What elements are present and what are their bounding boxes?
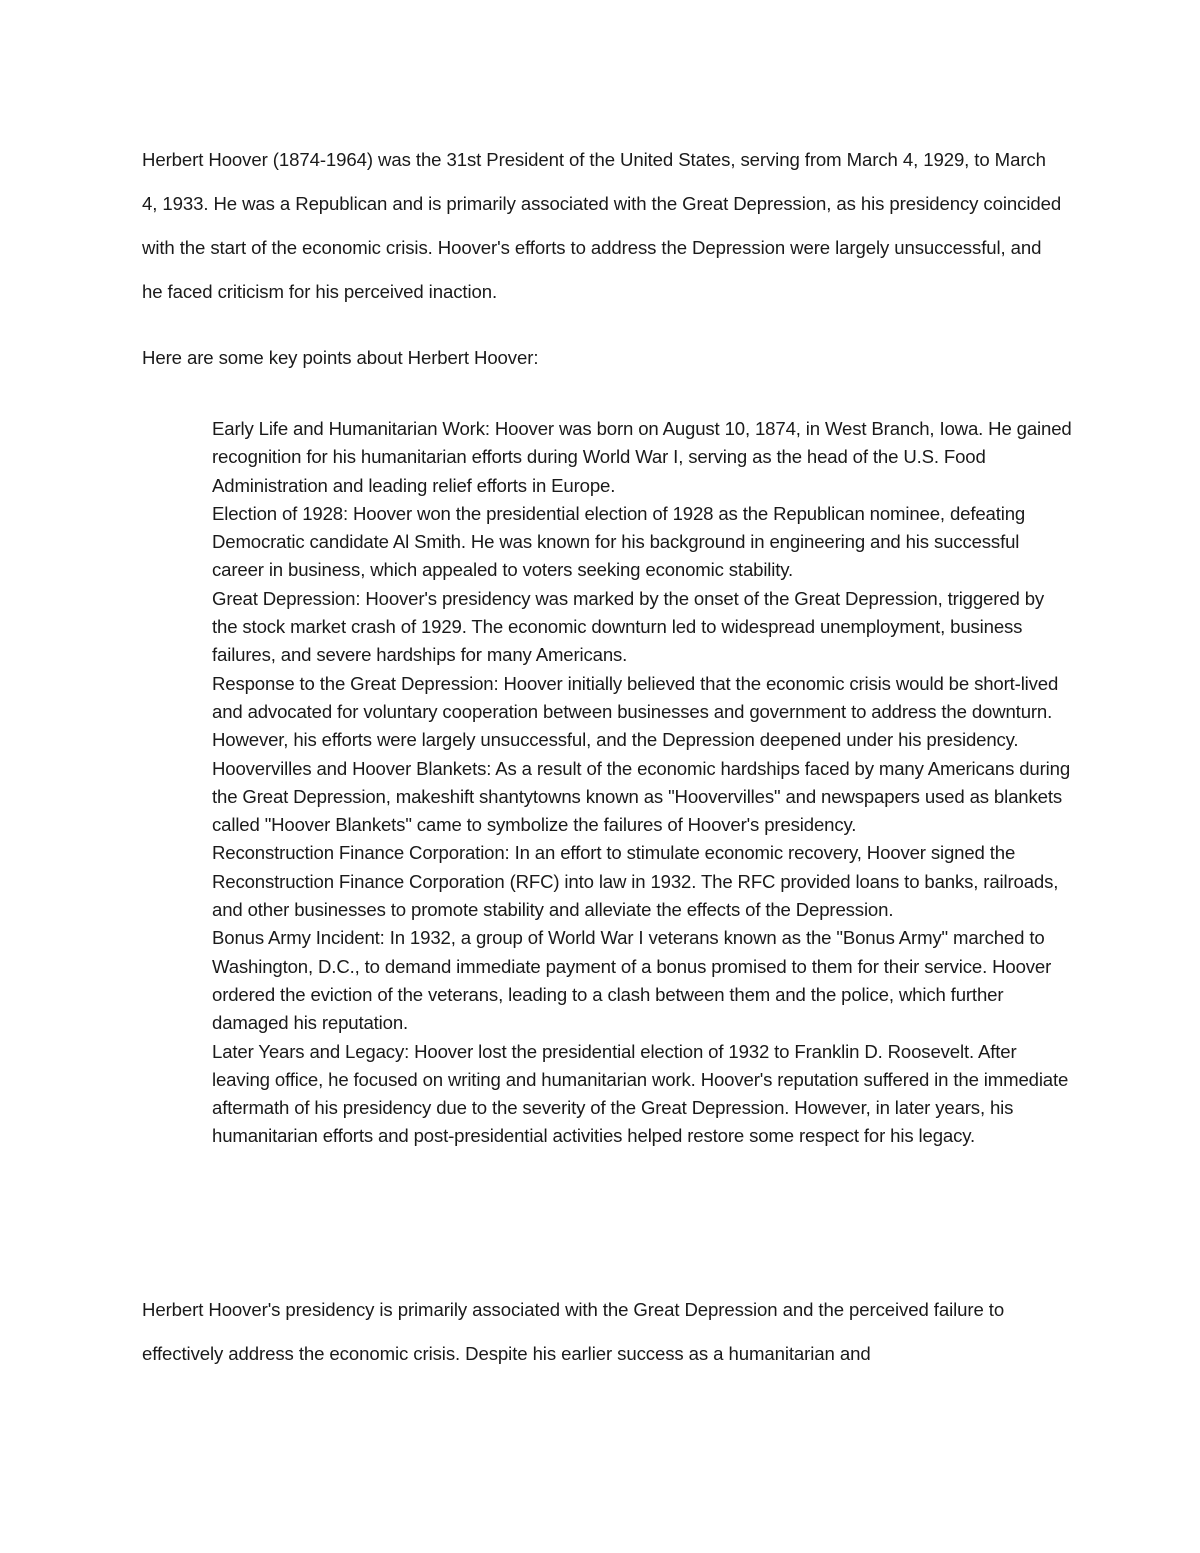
- point-great-depression: Great Depression: Hoover's presidency was marked by the onset of the Great Depression, triggered by the stock market crash of 1929. The economic downturn led to widespread unemployment, business failures, and severe hardships for many Americans.: [212, 587, 1045, 666]
- point-rfc: Reconstruction Finance Corporation: In an effort to stimulate economic recovery, Hoover signed the Reconstruction Finance Corporation (RFC) into law in 1932. The RFC provided loans to banks, railroads, and other businesses to promote stability and alleviate the effects of the Depression.: [212, 842, 1059, 921]
- key-points-list: [212, 415, 1072, 1151]
- point-early-life: Early Life and Humanitarian Work: Hoover was born on August 10, 1874, in West Branch, Iowa. He gained recognition for his humanitarian efforts during World War I, serving as the head of the U.S. Food Administration and leading relief efforts in Europe.: [212, 418, 1072, 496]
- point-response: Response to the Great Depression: Hoover initially believed that the economic crisis would be short-lived and advocated for voluntary cooperation between businesses and government to address the downturn. However, his efforts were largely unsuccessful, and the Depression deepened under his presidency.: [212, 672, 1059, 751]
- point-election-1928: Election of 1928: Hoover won the presidential election of 1928 as the Republican nominee, defeating Democratic candidate Al Smith. He was known for his background in engineering and his successful career in business, which appealed to voters seeking economic stability.: [212, 502, 1026, 581]
- closing-paragraph: Herbert Hoover's presidency is primarily associated with the Great Depression and the perceived failure to effectively address the economic crisis. Despite his earlier success as a humanitarian and: [142, 1299, 1005, 1364]
- point-bonus-army: Bonus Army Incident: In 1932, a group of World War I veterans known as the "Bonus Army" marched to Washington, D.C., to demand immediate payment of a bonus promised to them for their service. Hoover ordered the eviction of the veterans, leading to a clash between them and the police, which further damaged his reputation.: [212, 927, 1052, 1034]
- point-hoovervilles: Hoovervilles and Hoover Blankets: As a result of the economic hardships faced by many Americans during the Great Depression, makeshift shantytowns known as "Hoovervilles" and newspapers used as blankets called "Hoover Blankets" came to symbolize the failures of Hoover's presidency.: [212, 757, 1071, 836]
- key-points-lead: Here are some key points about Herbert Hoover:: [142, 347, 539, 368]
- intro-paragraph: Herbert Hoover (1874-1964) was the 31st President of the United States, serving from March 4, 1929, to March 4, 1933. He was a Republican and is primarily associated with the Great Depression, as his presidency coincided with the start of the economic crisis. Hoover's efforts to address the Depression were largely unsuccessful, and he faced criticism for his perceived inaction.: [142, 149, 1062, 302]
- point-later-years: Later Years and Legacy: Hoover lost the presidential election of 1932 to Franklin D. Roosevelt. After leaving office, he focused on writing and humanitarian work. Hoover's reputation suffered in the immediate aftermath of his presidency due to the severity of the Great Depression. However, in later years, his humanitarian efforts and post-presidential activities helped restore some respect for his legacy.: [212, 1040, 1069, 1147]
